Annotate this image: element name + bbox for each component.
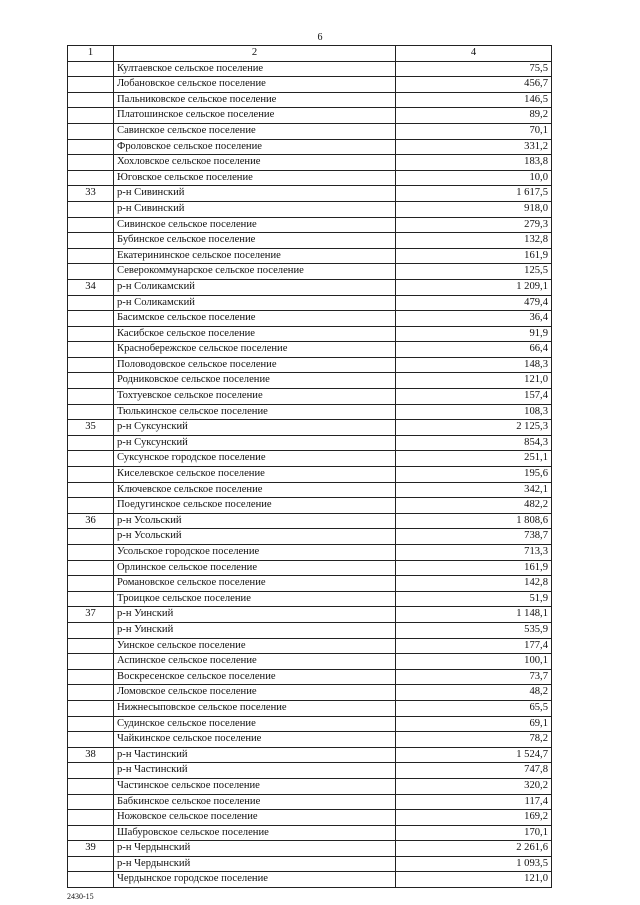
row-value-cell: 170,1	[396, 825, 552, 841]
row-number-cell	[68, 342, 114, 358]
row-value-cell: 1 209,1	[396, 279, 552, 295]
row-value-cell: 713,3	[396, 545, 552, 561]
header-col-4: 4	[396, 46, 552, 62]
row-value-cell: 456,7	[396, 77, 552, 93]
table-row	[68, 108, 552, 124]
row-number-cell	[68, 716, 114, 732]
row-value-cell: 89,2	[396, 108, 552, 124]
row-name-cell: Тюлькинское сельское поселение	[114, 404, 396, 420]
row-number-cell	[68, 763, 114, 779]
row-name-cell: Касибское сельское поселение	[114, 326, 396, 342]
row-number-cell	[68, 498, 114, 514]
row-name-cell: р-н Частинский	[114, 763, 396, 779]
row-name-cell: р-н Уинский	[114, 607, 396, 623]
row-value-cell: 1 093,5	[396, 856, 552, 872]
table-row	[68, 856, 552, 872]
row-name-cell: Киселевское сельское поселение	[114, 467, 396, 483]
row-number-cell	[68, 404, 114, 420]
row-number-cell: 38	[68, 747, 114, 763]
table-row	[68, 279, 552, 295]
row-value-cell: 320,2	[396, 778, 552, 794]
row-value-cell: 108,3	[396, 404, 552, 420]
row-name-cell: р-н Усольский	[114, 529, 396, 545]
row-number-cell	[68, 685, 114, 701]
row-value-cell: 161,9	[396, 560, 552, 576]
header-col-2: 2	[114, 46, 396, 62]
table-row	[68, 732, 552, 748]
row-value-cell: 125,5	[396, 264, 552, 280]
row-name-cell: Лобановское сельское поселение	[114, 77, 396, 93]
row-value-cell: 132,8	[396, 233, 552, 249]
row-name-cell: Родниковское сельское поселение	[114, 373, 396, 389]
row-number-cell	[68, 389, 114, 405]
row-name-cell: р-н Чердынский	[114, 841, 396, 857]
row-value-cell: 747,8	[396, 763, 552, 779]
row-number-cell: 35	[68, 420, 114, 436]
row-number-cell	[68, 669, 114, 685]
row-value-cell: 738,7	[396, 529, 552, 545]
row-value-cell: 142,8	[396, 576, 552, 592]
row-number-cell	[68, 778, 114, 794]
table-row	[68, 435, 552, 451]
row-name-cell: р-н Соликамский	[114, 279, 396, 295]
row-number-cell	[68, 545, 114, 561]
row-value-cell: 183,8	[396, 155, 552, 171]
row-name-cell: Платошинское сельское поселение	[114, 108, 396, 124]
row-value-cell: 854,3	[396, 435, 552, 451]
row-value-cell: 918,0	[396, 201, 552, 217]
row-value-cell: 78,2	[396, 732, 552, 748]
row-value-cell: 331,2	[396, 139, 552, 155]
table-row	[68, 357, 552, 373]
table-row	[68, 233, 552, 249]
table-row	[68, 576, 552, 592]
row-name-cell: Ножовское сельское поселение	[114, 810, 396, 826]
row-value-cell: 342,1	[396, 482, 552, 498]
row-number-cell	[68, 856, 114, 872]
table-row	[68, 186, 552, 202]
row-name-cell: Пальниковское сельское поселение	[114, 92, 396, 108]
table-row	[68, 264, 552, 280]
row-value-cell: 48,2	[396, 685, 552, 701]
row-name-cell: р-н Частинский	[114, 747, 396, 763]
row-number-cell	[68, 170, 114, 186]
row-name-cell: р-н Соликамский	[114, 295, 396, 311]
table-row	[68, 389, 552, 405]
row-name-cell: Романовское сельское поселение	[114, 576, 396, 592]
row-name-cell: Судинское сельское поселение	[114, 716, 396, 732]
row-name-cell: Поедугинское сельское поселение	[114, 498, 396, 514]
row-name-cell: Екатерининское сельское поселение	[114, 248, 396, 264]
row-number-cell	[68, 217, 114, 233]
header-col-1: 1	[68, 46, 114, 62]
row-number-cell	[68, 451, 114, 467]
table-row	[68, 311, 552, 327]
row-value-cell: 73,7	[396, 669, 552, 685]
table-row	[68, 638, 552, 654]
row-number-cell	[68, 794, 114, 810]
table-row	[68, 201, 552, 217]
table-row	[68, 545, 552, 561]
row-value-cell: 1 617,5	[396, 186, 552, 202]
table-row	[68, 498, 552, 514]
row-value-cell: 251,1	[396, 451, 552, 467]
row-name-cell: Фроловское сельское поселение	[114, 139, 396, 155]
table-row	[68, 139, 552, 155]
data-table	[67, 45, 552, 888]
row-name-cell: Юговское сельское поселение	[114, 170, 396, 186]
row-number-cell	[68, 92, 114, 108]
row-number-cell	[68, 732, 114, 748]
row-value-cell: 121,0	[396, 872, 552, 888]
row-name-cell: Бабкинское сельское поселение	[114, 794, 396, 810]
table-row	[68, 716, 552, 732]
row-value-cell: 121,0	[396, 373, 552, 389]
row-value-cell: 117,4	[396, 794, 552, 810]
row-value-cell: 70,1	[396, 123, 552, 139]
row-name-cell: р-н Сивинский	[114, 186, 396, 202]
table-row	[68, 482, 552, 498]
row-number-cell	[68, 108, 114, 124]
table-row	[68, 778, 552, 794]
row-name-cell: р-н Сивинский	[114, 201, 396, 217]
row-value-cell: 279,3	[396, 217, 552, 233]
row-number-cell	[68, 311, 114, 327]
row-number-cell	[68, 810, 114, 826]
table-row	[68, 92, 552, 108]
row-value-cell: 482,2	[396, 498, 552, 514]
row-value-cell: 2 125,3	[396, 420, 552, 436]
row-name-cell: Чайкинское сельское поселение	[114, 732, 396, 748]
row-number-cell	[68, 700, 114, 716]
row-name-cell: Аспинское сельское поселение	[114, 654, 396, 670]
row-name-cell: Басимское сельское поселение	[114, 311, 396, 327]
row-name-cell: р-н Суксунский	[114, 420, 396, 436]
row-number-cell	[68, 435, 114, 451]
row-name-cell: Савинское сельское поселение	[114, 123, 396, 139]
row-name-cell: р-н Усольский	[114, 513, 396, 529]
row-value-cell: 146,5	[396, 92, 552, 108]
row-number-cell	[68, 560, 114, 576]
table-row	[68, 669, 552, 685]
row-number-cell	[68, 638, 114, 654]
row-name-cell: Уинское сельское поселение	[114, 638, 396, 654]
row-name-cell: р-н Суксунский	[114, 435, 396, 451]
table-row	[68, 607, 552, 623]
page-number: 6	[317, 32, 323, 43]
row-number-cell	[68, 61, 114, 77]
row-number-cell	[68, 357, 114, 373]
row-number-cell	[68, 155, 114, 171]
table-row	[68, 685, 552, 701]
row-value-cell: 161,9	[396, 248, 552, 264]
row-value-cell: 69,1	[396, 716, 552, 732]
row-name-cell: Хохловское сельское поселение	[114, 155, 396, 171]
row-name-cell: р-н Чердынский	[114, 856, 396, 872]
table-row	[68, 217, 552, 233]
row-name-cell: Половодовское сельское поселение	[114, 357, 396, 373]
row-name-cell: Шабуровское сельское поселение	[114, 825, 396, 841]
table-row	[68, 825, 552, 841]
row-number-cell	[68, 622, 114, 638]
row-number-cell: 34	[68, 279, 114, 295]
row-number-cell: 39	[68, 841, 114, 857]
row-value-cell: 2 261,6	[396, 841, 552, 857]
table-row	[68, 342, 552, 358]
row-value-cell: 177,4	[396, 638, 552, 654]
row-value-cell: 66,4	[396, 342, 552, 358]
table-row	[68, 763, 552, 779]
row-name-cell: Северокоммунарское сельское поселение	[114, 264, 396, 280]
table-row	[68, 77, 552, 93]
table-row	[68, 467, 552, 483]
row-value-cell: 75,5	[396, 61, 552, 77]
row-value-cell: 1 808,6	[396, 513, 552, 529]
row-number-cell	[68, 248, 114, 264]
row-number-cell	[68, 373, 114, 389]
table-row	[68, 373, 552, 389]
table-row	[68, 61, 552, 77]
table-row	[68, 326, 552, 342]
row-name-cell: Троицкое сельское поселение	[114, 591, 396, 607]
table-row	[68, 420, 552, 436]
row-value-cell: 36,4	[396, 311, 552, 327]
row-number-cell: 37	[68, 607, 114, 623]
row-value-cell: 10,0	[396, 170, 552, 186]
row-number-cell	[68, 872, 114, 888]
table-row	[68, 872, 552, 888]
table-row	[68, 404, 552, 420]
row-number-cell	[68, 529, 114, 545]
row-number-cell: 36	[68, 513, 114, 529]
table-row	[68, 560, 552, 576]
row-value-cell: 169,2	[396, 810, 552, 826]
row-value-cell: 91,9	[396, 326, 552, 342]
row-number-cell	[68, 326, 114, 342]
row-value-cell: 148,3	[396, 357, 552, 373]
row-value-cell: 479,4	[396, 295, 552, 311]
row-name-cell: Нижнесыповское сельское поселение	[114, 700, 396, 716]
row-number-cell	[68, 467, 114, 483]
table-row	[68, 810, 552, 826]
row-value-cell: 157,4	[396, 389, 552, 405]
table-row	[68, 451, 552, 467]
row-number-cell	[68, 482, 114, 498]
table-row	[68, 747, 552, 763]
row-name-cell: Сивинское сельское поселение	[114, 217, 396, 233]
row-name-cell: Краснобережское сельское поселение	[114, 342, 396, 358]
row-name-cell: Тохтуевское сельское поселение	[114, 389, 396, 405]
row-name-cell: Бубинское сельское поселение	[114, 233, 396, 249]
row-number-cell	[68, 591, 114, 607]
row-number-cell	[68, 825, 114, 841]
document-code: 2430-15	[67, 892, 94, 901]
row-value-cell: 195,6	[396, 467, 552, 483]
row-value-cell: 1 524,7	[396, 747, 552, 763]
row-number-cell	[68, 654, 114, 670]
row-number-cell	[68, 139, 114, 155]
table-row	[68, 295, 552, 311]
row-number-cell: 33	[68, 186, 114, 202]
table-row	[68, 841, 552, 857]
row-name-cell: Чердынское городское поселение	[114, 872, 396, 888]
row-name-cell: Усольское городское поселение	[114, 545, 396, 561]
row-name-cell: Култаевское сельское поселение	[114, 61, 396, 77]
row-name-cell: р-н Уинский	[114, 622, 396, 638]
row-name-cell: Орлинское сельское поселение	[114, 560, 396, 576]
table-row	[68, 529, 552, 545]
row-name-cell: Суксунское городское поселение	[114, 451, 396, 467]
row-name-cell: Ключевское сельское поселение	[114, 482, 396, 498]
row-number-cell	[68, 264, 114, 280]
row-number-cell	[68, 201, 114, 217]
row-number-cell	[68, 576, 114, 592]
table-row	[68, 155, 552, 171]
table-row	[68, 654, 552, 670]
row-name-cell: Ломовское сельское поселение	[114, 685, 396, 701]
table-row	[68, 794, 552, 810]
row-name-cell: Воскресенское сельское поселение	[114, 669, 396, 685]
row-number-cell	[68, 123, 114, 139]
row-value-cell: 535,9	[396, 622, 552, 638]
row-number-cell	[68, 233, 114, 249]
row-value-cell: 1 148,1	[396, 607, 552, 623]
table-row	[68, 700, 552, 716]
row-value-cell: 51,9	[396, 591, 552, 607]
table-row	[68, 622, 552, 638]
row-number-cell	[68, 77, 114, 93]
table-row	[68, 591, 552, 607]
row-number-cell	[68, 295, 114, 311]
table-row	[68, 513, 552, 529]
table-row	[68, 170, 552, 186]
table-row	[68, 248, 552, 264]
table-row	[68, 123, 552, 139]
row-value-cell: 65,5	[396, 700, 552, 716]
row-value-cell: 100,1	[396, 654, 552, 670]
row-name-cell: Частинское сельское поселение	[114, 778, 396, 794]
table-header-row	[68, 46, 552, 62]
